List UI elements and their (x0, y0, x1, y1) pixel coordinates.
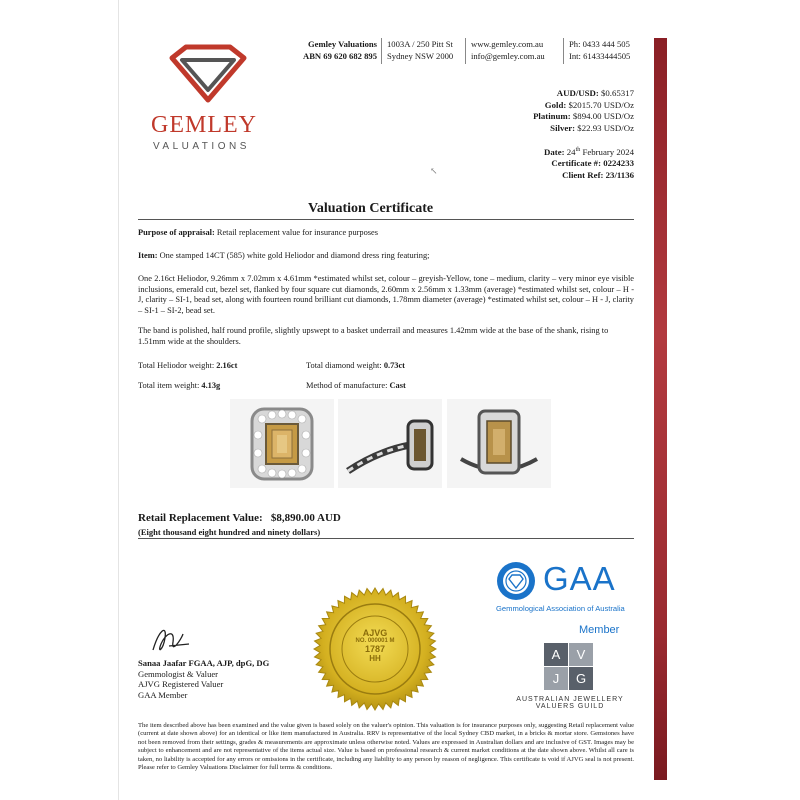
gaa-member: Member (579, 624, 620, 636)
cursor-mark: ↖ (430, 166, 438, 176)
certificate-date: 24th February 2024 (566, 146, 634, 157)
phone-number[interactable]: Ph: 0433 444 505 (569, 39, 630, 49)
disclaimer-text: The item described above has been examined and the value given is based solely on the valuer's opinion. This valuation is for insurance purposes only, suggesting Retail replacement value (current at date shown above) for an identical or like item manufactured in Australia. RRV is representative of the local Sydney CBD market, in a bricks & mortar store. Gemstones have not been removed from their settings, grades & measurements are approximate unless otherwise noted. Values are expressed in Australian dollars and are inclusive of GST. Images may be subject to enhancement and are not representative of the items actual size. Value is based on professional research & current market conditions at the date shown above. Whilst all care is taken, no liability is accepted for any errors or omissions in the certificate, including any liability to any person by reason of negligence. This certificate is void if AJVG seal is not present. Please refer to Gemley Valuations Disclaimer for full terms & conditions. (138, 722, 634, 772)
gaa-wordmark: GAA (543, 560, 616, 597)
logo-wordmark: GEMLEY (151, 112, 257, 138)
item-line: Item: One stamped 14CT (585) white gold Heliodor and diamond dress ring featuring; (138, 251, 430, 260)
valuer-block (138, 658, 269, 700)
valuer-name: Sanaa Jaafar FGAA, AJP, dpG, DG (138, 658, 270, 668)
ring-photo-side (338, 399, 442, 488)
manufacture-method: Method of manufacture: Cast (306, 381, 406, 390)
email-link[interactable]: info@gemley.com.au (471, 51, 545, 61)
client-ref: 23/1136 (605, 169, 634, 180)
valuer-role1: Gemmologist & Valuer (138, 668, 219, 679)
rates-block: AUD/USD: $0.65317 Gold: $2015.70 USD/Oz Platinum: $894.00 USD/Oz Silver: $22.93 USD/Oz (533, 88, 634, 133)
intl-phone[interactable]: Int: 61433444505 (569, 51, 631, 61)
platinum-price: $894.00 USD/Oz (572, 111, 634, 121)
valuer-role2: AJVG Registered Valuer (138, 679, 224, 690)
value-divider (138, 538, 634, 539)
ring-photo-front (230, 399, 334, 488)
heliodor-weight: Total Heliodor weight: 2.16ct (138, 361, 238, 370)
valuer-role3: GAA Member (138, 689, 188, 700)
retail-value-amount: $8,890.00 AUD (270, 512, 341, 524)
company-abn: ABN 69 620 682 895 (302, 51, 377, 61)
address-block (387, 38, 453, 62)
page-title: Valuation Certificate (308, 201, 434, 216)
diamond-weight: Total diamond weight: 0.73ct (306, 361, 405, 370)
meta-block: Date: 24th February 2024 Certificate #: 0224233 Client Ref: 23/1136 (544, 146, 634, 180)
retail-value-line: Retail Replacement Value: $8,890.00 AUD (138, 512, 341, 524)
item-text: One stamped 14CT (585) white gold Heliodor and diamond dress ring featuring; (159, 251, 430, 260)
item-description: One 2.16ct Heliodor, 9.26mm x 7.02mm x 4.61mm *estimated whilst set, colour – greyish-Yellow, tone – medium, clarity – very minor eye visible inclusions, emerald cut, bezel set, flanked by four square cut diamonds, 2.60mm x 2.56mm x 1.33mm (average) *estimated whilst set, colour – H - J, clarity – SI-1, bead set, along with fourteen round brilliant cut diamonds, 1.78mm diameter (average) *estimated whilst set, colour – H - J, clarity – SI-1 – SI-2, bead set. (138, 274, 634, 315)
gemley-logo-icon (168, 44, 248, 104)
purpose-line: Purpose of appraisal: Retail replacement value for insurance purposes (138, 228, 379, 237)
aud-usd-rate: $0.65317 (601, 88, 634, 98)
band-description: The band is polished, half round profile, slightly upswept to a basket underrail and measures 1.42mm wide at the base of the shank, rising to 1.51mm wide at the shoulders. (138, 326, 609, 346)
company-block (285, 38, 377, 62)
ajvg-name: AUSTRALIAN JEWELLERY VALUERS GUILD (516, 696, 624, 710)
gaa-logo-icon (496, 561, 536, 601)
seal-text: AJVG NO. 000001 M 1787 HH (355, 628, 395, 663)
ring-photo-back (447, 399, 551, 488)
company-name: Gemley Valuations (308, 39, 377, 49)
logo-subtitle: VALUATIONS (153, 141, 250, 152)
gold-price: $2015.70 USD/Oz (568, 99, 634, 110)
address-line2: Sydney NSW 2000 (387, 51, 454, 61)
signature-image (145, 620, 205, 660)
address-line1: 1003A / 250 Pitt St (387, 39, 453, 49)
gaa-fullname: Gemmological Association of Australia (496, 604, 625, 613)
purpose-text: Retail replacement value for insurance purposes (216, 228, 379, 237)
phone-block (569, 38, 630, 62)
retail-value-words: (Eight thousand eight hundred and ninety dollars) (138, 527, 321, 537)
web-block (471, 38, 545, 62)
ajvg-logo-icon: A V J G (544, 643, 594, 691)
silver-price: $22.93 USD/Oz (577, 122, 634, 133)
certificate-number: 0224233 (603, 158, 634, 169)
red-side-bar (654, 38, 667, 780)
title-divider (138, 219, 634, 220)
item-weight: Total item weight: 4.13g (138, 381, 221, 390)
website-link[interactable]: www.gemley.com.au (471, 39, 544, 49)
